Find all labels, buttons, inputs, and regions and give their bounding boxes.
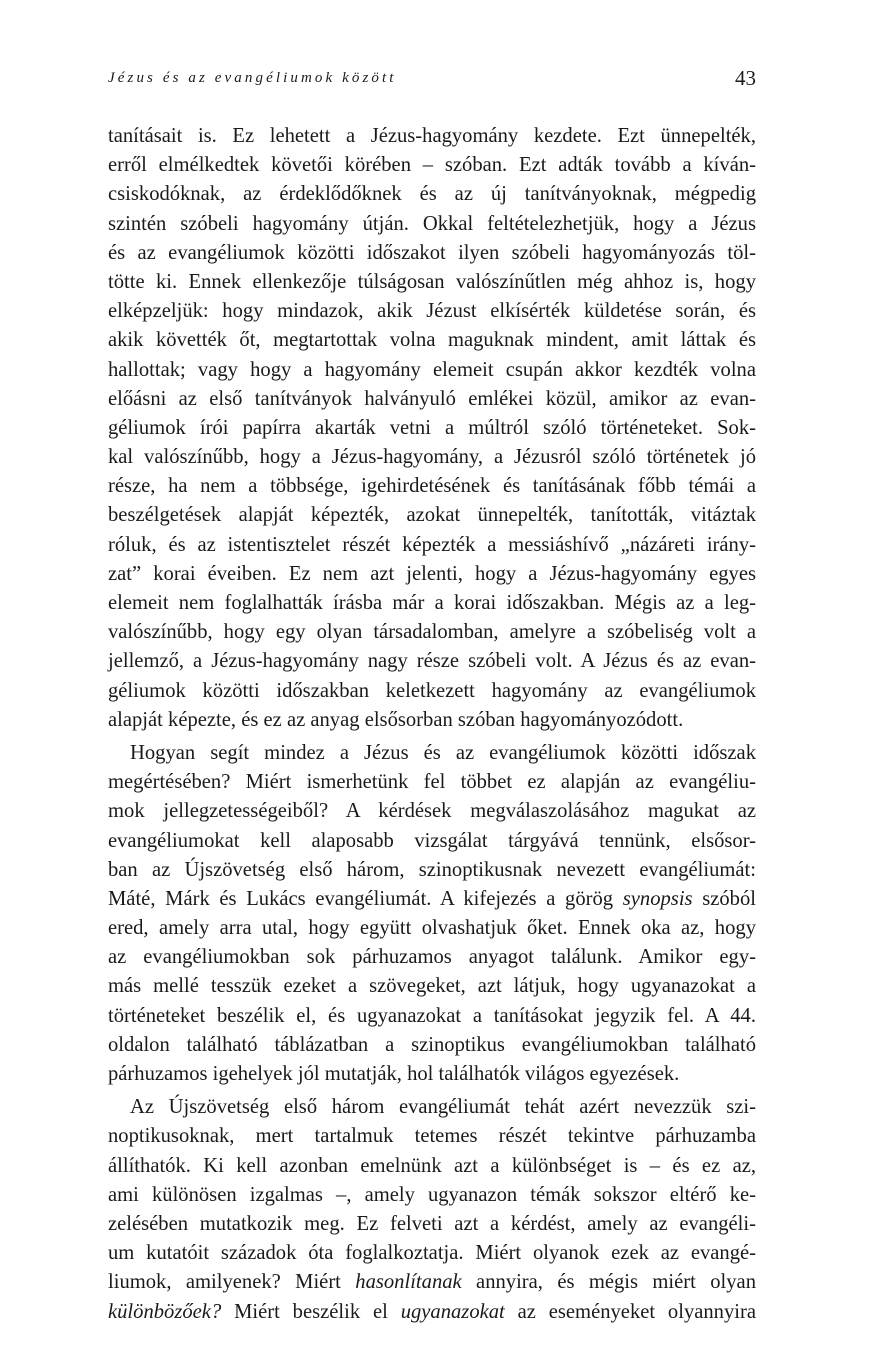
text-segment: megértésében? Miért ismerhetünk fel többet ez alapján az evangéliu- [108, 771, 756, 794]
text-line [108, 151, 756, 180]
text-line [108, 180, 756, 209]
text-line [108, 443, 756, 472]
text-segment: történeteket beszélik el, és ugyanazokat a tanításokat jegyzik fel. A 44. [108, 1004, 756, 1027]
text-segment: ered, amely arra utal, hogy együtt olvashatjuk őket. Ennek oka az, hogy [108, 917, 756, 940]
text-segment: oldalon található táblázatban a szinoptikus evangéliumokban található [108, 1033, 756, 1056]
text-segment: csiskodóknak, az érdeklődőknek és az új tanítványoknak, mégpedig [108, 183, 756, 206]
text-segment: kal valószínűbb, hogy a Jézus-hagyomány, a Jézusról szóló történetek jó [108, 446, 756, 469]
text-segment: és az evangéliumok közötti időszakot ilyen szóbeli hagyományozás töl- [108, 241, 756, 264]
text-line [108, 268, 756, 297]
text-segment: tötte ki. Ennek ellenkezője túlságosan valószínűtlen még ahhoz is, hogy [108, 270, 756, 293]
text-segment: evangéliumokat kell alaposabb vizsgálat tárgyává tennünk, elsősor- [108, 829, 756, 852]
paragraph [108, 122, 756, 735]
running-head [108, 66, 756, 96]
text-segment: akik követték őt, megtartottak volna maguknak mindent, amit láttak és [108, 329, 756, 352]
text-line [108, 1002, 756, 1031]
text-line [108, 326, 756, 355]
text-line [108, 739, 756, 768]
text-segment: Az Újszövetség első három evangéliumát tehát azért nevezzük szi- [130, 1096, 756, 1119]
text-segment: része, ha nem a többsége, igehirdetésének és tanításának főbb témái a [108, 475, 756, 498]
text-segment: liumok, amilyenek? Miért [108, 1271, 356, 1294]
italic-text: hasonlítanak [355, 1271, 462, 1294]
text-line [108, 797, 756, 826]
text-line [108, 914, 756, 943]
text-segment: Hogyan segít mindez a Jézus és az evangéliumok közötti időszak [130, 741, 756, 764]
text-line [108, 297, 756, 326]
text-line [108, 589, 756, 618]
text-segment: szóból [692, 887, 756, 910]
text-segment: állíthatók. Ki kell azonban emelnünk azt a különbséget is – és ez az, [108, 1154, 756, 1177]
text-line [108, 356, 756, 385]
text-line [108, 1268, 756, 1297]
text-line [108, 972, 756, 1001]
text-segment: párhuzamos igehelyek jól mutatják, hol találhatók világos egyezések. [108, 1063, 680, 1085]
text-line [108, 1152, 756, 1181]
page-number: 43 [735, 66, 756, 90]
text-segment: Miért beszélik el [221, 1300, 401, 1323]
text-line [108, 856, 756, 885]
text-segment: noptikusoknak, mert tartalmuk tetemes részét tekintve párhuzamba [108, 1125, 756, 1148]
text-segment: más mellé tesszük ezeket a szövegeket, azt látjuk, hogy ugyanazokat a [108, 975, 756, 998]
text-segment: zelésében mutatkozik meg. Ez felveti azt a kérdést, amely az evangéli- [108, 1212, 756, 1235]
text-line [108, 1181, 756, 1210]
text-line [108, 1093, 756, 1122]
text-line [108, 122, 756, 151]
text-line [108, 385, 756, 414]
text-segment: tanításait is. Ez lehetett a Jézus-hagyomány kezdete. Ezt ünnepelték, [108, 125, 756, 147]
text-segment: az eseményeket olyannyira [504, 1300, 756, 1323]
text-segment: géliumok írói papírra akarták vetni a múltról szóló történeteket. Sok- [108, 416, 756, 439]
body-text [108, 122, 756, 1327]
italic-text: ugyanazokat [400, 1300, 505, 1323]
text-line [108, 677, 756, 706]
text-line [108, 706, 756, 735]
text-segment: előásni az első tanítványok halványuló emlékei közül, amikor az evan- [108, 387, 756, 410]
italic-text: különbözőek? [108, 1300, 222, 1323]
text-segment: elképzeljük: hogy mindazok, akik Jézust elkísérték küldetése során, és [108, 300, 756, 323]
text-line [108, 1239, 756, 1268]
running-title: Jézus és az evangéliumok között [108, 70, 397, 86]
text-segment: erről elmélkedtek követői körében – szóban. Ezt adták tovább a kíván- [108, 154, 756, 177]
text-segment: elemeit nem foglalhatták írásba már a korai időszakban. Mégis az a leg- [108, 592, 756, 614]
text-line [108, 210, 756, 239]
text-segment: jellemző, a Jézus-hagyomány nagy része szóbeli volt. A Jézus és az evan- [108, 650, 756, 673]
text-segment: géliumok közötti időszakban keletkezett hagyomány az evangéliumok [108, 679, 756, 702]
italic-text: synopsis [622, 887, 693, 910]
text-line [108, 618, 756, 647]
text-segment: róluk, és az istentisztelet részét képezték a messiáshívő „názáreti irány- [108, 533, 756, 556]
text-line [108, 827, 756, 856]
text-segment: beszélgetések alapját képezték, azokat ünnepelték, tanították, vitáztak [108, 504, 756, 527]
text-line [108, 1060, 756, 1089]
text-line [108, 472, 756, 501]
paragraph [108, 1093, 756, 1327]
text-segment: annyira, és mégis miért olyan [461, 1271, 756, 1294]
text-segment: mok jellegzetességeiből? A kérdések megválaszolásához magukat az [108, 800, 756, 823]
paragraph [108, 739, 756, 1089]
text-line [108, 531, 756, 560]
text-line [108, 501, 756, 530]
text-segment: um kutatóit századok óta foglalkoztatja. Miért olyanok ezek az evangé- [108, 1242, 756, 1265]
text-line [108, 768, 756, 797]
text-segment: ban az Újszövetség első három, szinoptikusnak nevezett evangéliumát: [108, 858, 756, 881]
text-segment: ami különösen izgalmas –, amely ugyanazon témák sokszor eltérő ke- [108, 1183, 756, 1206]
text-line [108, 943, 756, 972]
text-line [108, 239, 756, 268]
text-line [108, 560, 756, 589]
text-line [108, 885, 756, 914]
text-line [108, 647, 756, 676]
text-segment: hallottak; vagy hogy a hagyomány elemeit csupán akkor kezdték volna [108, 358, 756, 381]
text-segment: szintén szóbeli hagyomány útján. Okkal feltételezhetjük, hogy a Jézus [108, 212, 756, 235]
text-segment: alapját képezte, és ez az anyag elsősorban szóban hagyományozódott. [108, 708, 684, 731]
text-segment: Máté, Márk és Lukács evangéliumát. A kifejezés a görög [108, 887, 623, 910]
text-line [108, 1210, 756, 1239]
text-segment: az evangéliumokban sok párhuzamos anyagot találunk. Amikor egy- [108, 946, 756, 969]
text-line [108, 1122, 756, 1151]
text-segment: valószínűbb, hogy egy olyan társadalomban, amelyre a szóbeliség volt a [108, 621, 756, 644]
text-line [108, 1031, 756, 1060]
text-line [108, 1298, 756, 1327]
text-segment: zat” korai éveiben. Ez nem azt jelenti, hogy a Jézus-hagyomány egyes [108, 562, 756, 585]
text-line [108, 414, 756, 443]
